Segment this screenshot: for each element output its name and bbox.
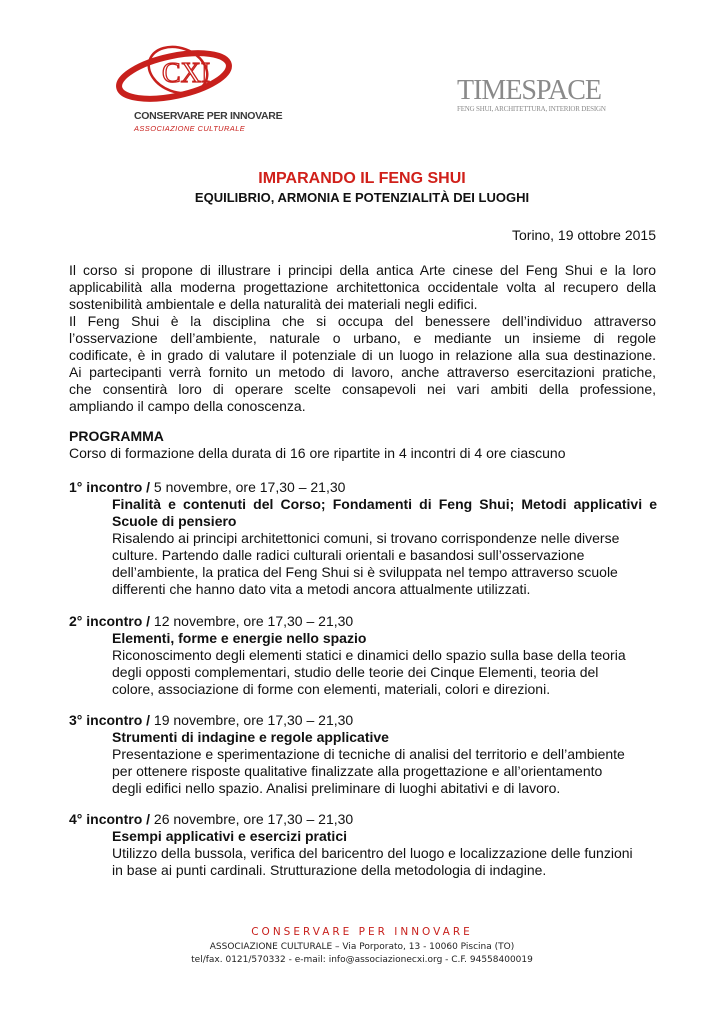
incontro-body-line: dell’ambiente, la pratica del Feng Shui si è sviluppata nel tempo attraverso scuole xyxy=(112,564,618,580)
incontro-body-line: per ottenere risposte qualitative finalizzate alla progettazione e all’orientamento xyxy=(112,763,603,779)
logo-right-name: TIMESPACE xyxy=(457,75,602,106)
intro-line: Il Feng Shui è la disciplina che si occupa del benessere dell’individuo attraverso xyxy=(69,313,656,329)
footer-contacts: tel/fax. 0121/570332 - e-mail: info@associazionecxi.org - C.F. 94558400019 xyxy=(191,955,533,965)
incontro-body-line: degli edifici nello spazio. Analisi preliminare di luoghi abitativi e di lavoro. xyxy=(112,780,561,796)
incontro-2-header xyxy=(69,613,656,630)
intro-line: l’osservazione dell’ambiente, naturale o urbano, e mediante un insieme di regole xyxy=(69,330,656,346)
svg-text:CXI: CXI xyxy=(162,58,211,89)
incontro-body-line: Riconoscimento degli elementi statici e dinamici dello spazio sulla base della teoria xyxy=(112,647,626,663)
intro-line: codificate, è in grado di valutare il potenziale di un luogo in relazione alla sua destinazione. xyxy=(69,347,656,363)
incontro-1-header xyxy=(69,479,656,496)
incontro-2-body xyxy=(112,647,657,698)
incontro-label: 1° incontro / xyxy=(69,479,151,495)
incontro-label: 2° incontro / xyxy=(69,613,151,629)
incontro-date: 26 novembre, ore 17,30 – 21,30 xyxy=(150,811,354,827)
conservare-per-innovare-logo xyxy=(112,42,283,142)
programma-heading: PROGRAMMA xyxy=(69,428,164,444)
incontro-body-line: colore, associazione di forme con elementi, materiali, colori e direzioni. xyxy=(112,681,551,697)
incontro-body-line: culture. Partendo dalle radici culturali orientali e basandosi sull’osservazione xyxy=(112,547,585,563)
document-subtitle: EQUILIBRIO, ARMONIA E POTENZIALITÀ DEI LUOGHI xyxy=(194,190,530,205)
incontro-label: 3° incontro / xyxy=(69,712,151,728)
intro-line: Ai partecipanti verrà fornito un metodo di lavoro, anche attraverso esercitazioni pratiche, xyxy=(69,364,656,380)
document-date: Torino, 19 ottobre 2015 xyxy=(512,227,656,243)
incontro-4-body xyxy=(112,845,657,879)
timespace-logo xyxy=(457,75,617,113)
incontro-label: 4° incontro / xyxy=(69,811,151,827)
incontro-body-line: in base ai punti cardinali. Strutturazione della metodologia di indagine. xyxy=(112,862,547,878)
logo-right-subtitle: FENG SHUI, ARCHITETTURA, INTERIOR DESIGN xyxy=(457,105,606,113)
intro-line: Il corso si propone di illustrare i principi della antica Arte cinese del Feng Shui e la loro xyxy=(69,262,656,278)
incontro-title-line: Finalità e contenuti del Corso; Fondamenti di Feng Shui; Metodi applicativi e xyxy=(112,496,657,512)
footer-org-name: CONSERVARE PER INNOVARE xyxy=(251,926,473,938)
cxi-logo-mark-icon xyxy=(112,42,242,112)
footer-address: ASSOCIAZIONE CULTURALE – Via Porporato, 13 - 10060 Piscina (TO) xyxy=(209,942,515,952)
document-title: IMPARANDO IL FENG SHUI xyxy=(258,170,466,187)
intro-paragraph xyxy=(69,262,656,415)
incontro-body-line: degli opposti complementari, studio delle teorie dei Cinque Elementi, teoria del xyxy=(112,664,599,680)
incontro-4-title: Esempi applicativi e esercizi pratici xyxy=(112,828,347,844)
intro-line: che consentirà loro di operare scelte consapevoli nei vari ambiti della professione, xyxy=(69,381,656,397)
incontro-date: 12 novembre, ore 17,30 – 21,30 xyxy=(150,613,354,629)
intro-line: sostenibilità ambientale e della naturalità dei materiali negli edifici. xyxy=(69,296,478,312)
incontro-2-title: Elementi, forme e energie nello spazio xyxy=(112,630,367,646)
logo-left-name: CONSERVARE PER INNOVARE xyxy=(134,110,283,122)
incontro-body-line: Utilizzo della bussola, verifica del baricentro del luogo e localizzazione delle funzioni xyxy=(112,845,633,861)
logo-left-subtitle: ASSOCIAZIONE CULTURALE xyxy=(134,124,246,133)
intro-line: applicabilità alla moderna progettazione architettonica occidentale volta al recupero della xyxy=(69,279,656,295)
incontro-1-title xyxy=(112,496,657,530)
incontro-3-body xyxy=(112,746,657,797)
incontro-body-line: differenti che hanno dato vita a metodi ancora attualmente utilizzati. xyxy=(112,581,531,597)
incontro-date: 19 novembre, ore 17,30 – 21,30 xyxy=(150,712,354,728)
incontro-3-header xyxy=(69,712,656,729)
programma-description: Corso di formazione della durata di 16 ore ripartite in 4 incontri di 4 ore ciascuno xyxy=(69,445,566,461)
incontro-1-body xyxy=(112,530,657,598)
incontro-3-title: Strumenti di indagine e regole applicative xyxy=(112,729,389,745)
incontro-body-line: Risalendo ai principi architettonici comuni, si trovano corrispondenze nelle diverse xyxy=(112,530,620,546)
intro-line: ampliando il campo della conoscenza. xyxy=(69,398,306,414)
incontro-date: 5 novembre, ore 17,30 – 21,30 xyxy=(150,479,346,495)
incontro-4-header xyxy=(69,811,656,828)
incontro-title-line: Scuole di pensiero xyxy=(112,513,237,529)
incontro-body-line: Presentazione e sperimentazione di tecniche di analisi del territorio e dell’ambiente xyxy=(112,746,625,762)
